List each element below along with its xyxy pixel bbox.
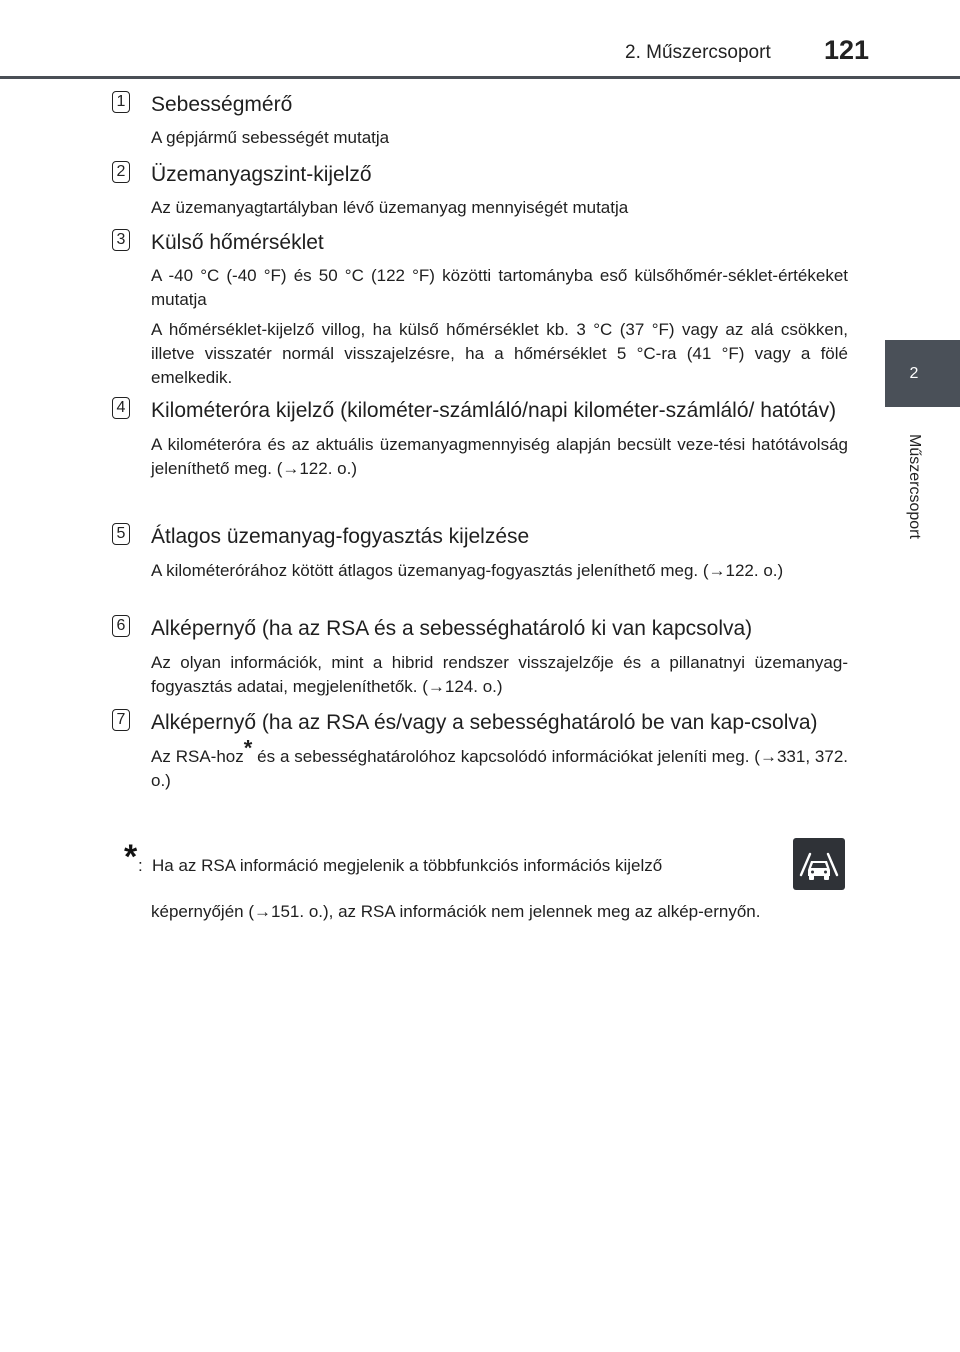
item-number-badge: 7 [112,709,130,731]
item-description: A -40 °C (-40 °F) és 50 °C (122 °F) közötti tartományba eső külsőhőmér-séklet-értékeket mutatja [151,266,848,309]
item-number-badge: 5 [112,523,130,545]
chapter-tab-number: 2 [909,365,919,382]
page-number: 121 [824,35,870,65]
item-description-start: Az RSA-hoz [151,747,244,766]
item-number-badge: 2 [112,161,130,183]
item-title: Alképernyő (ha az RSA és a sebességhatároló ki van kapcsolva) [151,617,753,640]
header-rule [0,76,960,79]
item-description: A gépjármű sebességét mutatja [151,128,390,147]
footnote-reference-star[interactable]: * [243,735,253,761]
item-number-badge: 3 [112,229,130,251]
item-title: Átlagos üzemanyag-fogyasztás kijelzése [151,525,530,548]
chapter-side-label: Műszercsoport [906,434,923,539]
footnote-continuation: képernyőjén (→151. o.), az RSA információk nem jelennek meg az alkép-ernyőn. [151,902,761,921]
chapter-tab[interactable] [885,340,960,407]
list-item [112,88,848,150]
list-item [112,520,848,583]
list-item [112,226,848,390]
item-number-badge: 6 [112,615,130,637]
item-description: Az olyan információk, mint a hibrid rendszer visszajelzője és a pillanatnyi üzemanyag-fogyasztás adatai, megjeleníthetők. (→124. o.) [151,653,848,696]
item-description [151,735,848,793]
list-item [112,158,848,220]
item-description: A kilométerórához kötött átlagos üzemanyag-fogyasztás jeleníthető meg. (→122. o.) [151,561,784,580]
item-number-badge: 4 [112,397,130,419]
list-item [112,706,848,793]
item-description-end: és a sebességhatárolóhoz kapcsolódó információkat jeleníti meg. (→331, 372. o.) [151,747,848,790]
chapter-title: 2. Műszercsoport [625,42,771,63]
footnote-colon: : [138,856,143,875]
footnote-star: * [124,838,138,876]
item-title: Sebességmérő [151,93,293,116]
item-title: Alképernyő (ha az RSA és/vagy a sebességhatároló be van kap-csolva) [151,711,818,734]
footnote-first-line: Ha az RSA információ megjelenik a többfunkciós információs kijelző [152,856,663,875]
item-title: Kilométeróra kijelző (kilométer-számláló/napi kilométer-számláló/ hatótáv) [151,399,837,422]
item-title: Üzemanyagszint-kijelző [151,163,372,186]
item-description: Az üzemanyagtartályban lévő üzemanyag mennyiségét mutatja [151,198,629,217]
item-number-badge: 1 [112,91,130,113]
rsa-road-sign-icon [793,838,845,890]
list-item [112,612,848,699]
item-description: A hőmérséklet-kijelző villog, ha külső hőmérséklet kb. 3 °C (37 °F) vagy az alá csökken, illetve visszatér normál visszajelzésre, ha a hőmérséklet 5 °C-ra (41 °F) vagy a fölé emelkedik. [151,320,848,387]
item-description: A kilométeróra és az aktuális üzemanyagmennyiség alapján becsült veze-tési hatótávolság jeleníthető meg. (→122. o.) [151,435,848,478]
item-title: Külső hőmérséklet [151,231,324,254]
list-item [112,394,848,481]
